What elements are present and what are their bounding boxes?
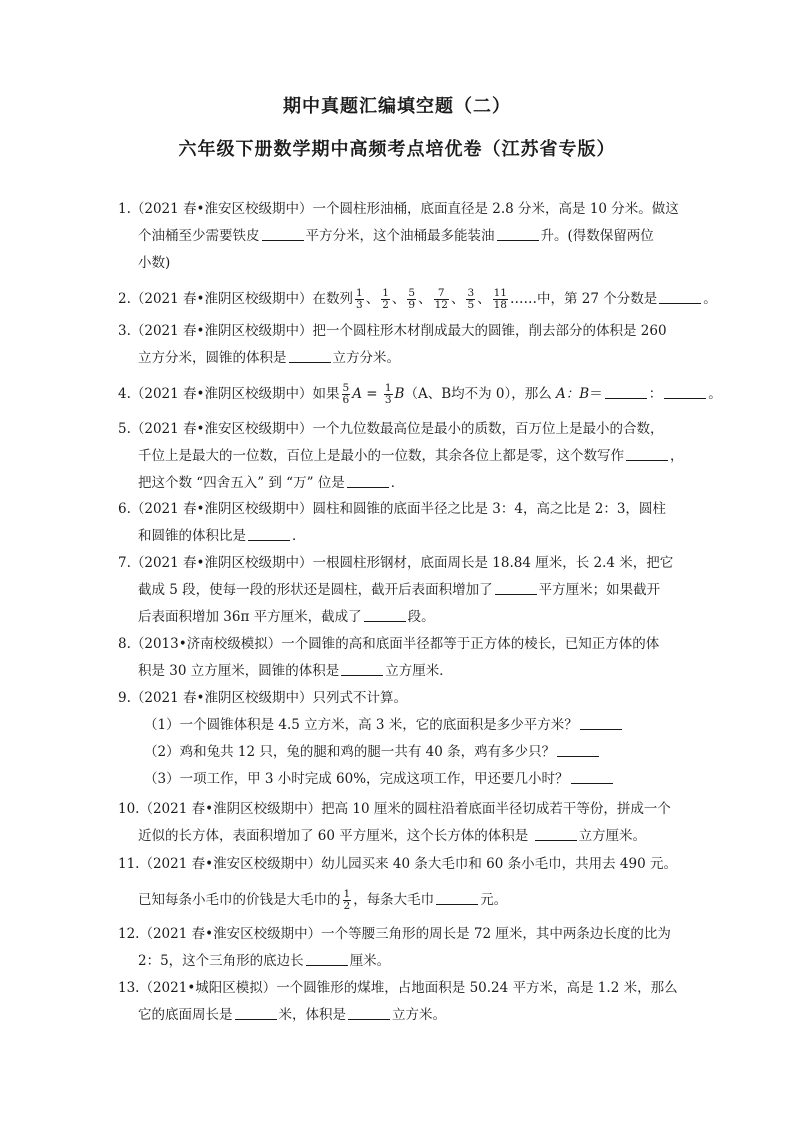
answer-blank[interactable] bbox=[497, 226, 539, 241]
page-title: 期中真题汇编填空题（二） bbox=[283, 96, 511, 117]
question-9-sub-1 bbox=[118, 712, 688, 739]
question-6-line-2 bbox=[118, 523, 688, 550]
question-7-line-2 bbox=[118, 577, 688, 604]
numerator: 11 bbox=[493, 287, 507, 299]
text: 积是 30 立方厘米，圆锥的体积是 bbox=[138, 663, 340, 679]
text: ． bbox=[292, 528, 306, 544]
denominator: 2 bbox=[382, 299, 389, 311]
text: 。 bbox=[708, 386, 722, 402]
text: 立方分米。 bbox=[332, 350, 400, 366]
question-11 bbox=[118, 851, 688, 918]
separator: 、 bbox=[418, 291, 432, 307]
fraction bbox=[342, 383, 351, 406]
question-6-line-1: 6.（2021 春•淮阴区校级期中）圆柱和圆锥的底面半径之比是 3：4，高之比是 2：3，圆柱 bbox=[118, 501, 666, 517]
question-11-line-1: 11.（2021 春•淮安区校级期中）幼儿园买来 40 条大毛巾和 60 条小毛巾，共用去 490 元。 bbox=[118, 856, 677, 872]
question-10 bbox=[118, 796, 688, 850]
question-5 bbox=[118, 416, 688, 497]
answer-blank[interactable] bbox=[289, 348, 331, 363]
text: 截成 5 段，使每一段的形状还是圆柱，截开后表面积增加了 bbox=[138, 582, 493, 598]
fraction bbox=[493, 288, 508, 311]
fraction bbox=[434, 288, 449, 311]
text: 立方厘米。 bbox=[578, 828, 647, 844]
text: ． bbox=[390, 475, 405, 491]
denominator: 18 bbox=[493, 299, 507, 311]
ratio-label: A：B bbox=[556, 386, 590, 402]
question-9-sub-3 bbox=[118, 766, 688, 793]
answer-blank[interactable] bbox=[436, 890, 478, 905]
text: （3）一项工作，甲 3 小时完成 60%，完成这项工作，甲还要几小时？ bbox=[144, 771, 569, 787]
question-5-line-1: 5.（2021 春•淮安区校级期中）一个九位数最高位是最小的质数，百万位上是最小的合数， bbox=[118, 421, 664, 437]
question-9-line-1: 9.（2021 春•淮阴区校级期中）只列式不计算。 bbox=[118, 690, 407, 706]
question-2 bbox=[118, 283, 717, 315]
question-5-line-3 bbox=[118, 470, 688, 497]
question-7-line-1: 7.（2021 春•淮阴区校级期中）一根圆柱形钢材，底面周长是 18.84 厘米，长 2.4 米，把它 bbox=[118, 555, 674, 571]
fraction bbox=[466, 288, 475, 311]
question-9-sub-2 bbox=[118, 739, 688, 766]
question-4-line-1 bbox=[118, 378, 722, 410]
answer-blank[interactable] bbox=[580, 715, 622, 730]
denominator: 3 bbox=[356, 299, 363, 311]
question-7-line-3 bbox=[118, 604, 688, 631]
text: 把这个数 “四舍五入” 到 “万” 位是 bbox=[138, 475, 345, 491]
numerator: 5 bbox=[342, 382, 350, 394]
fraction bbox=[343, 889, 352, 912]
denominator: 12 bbox=[434, 299, 448, 311]
question-12-line-1: 12.（2021 春•淮安区校级期中）一个等腰三角形的周长是 72 厘米，其中两条边长度的比为 bbox=[118, 926, 671, 942]
text: 个油桶至少需要铁皮 bbox=[138, 228, 260, 244]
text: 后表面积增加 36π 平方厘米，截成了 bbox=[138, 609, 362, 625]
text: ＝ bbox=[589, 386, 603, 402]
numerator: 7 bbox=[434, 288, 449, 300]
answer-blank[interactable] bbox=[262, 226, 304, 241]
answer-blank[interactable] bbox=[605, 384, 647, 399]
separator: 、 bbox=[391, 291, 406, 307]
numerator: 3 bbox=[467, 287, 475, 299]
variable-b: B bbox=[394, 386, 405, 402]
text: （1）一个圆锥体积是 4.5 立方米，高 3 米，它的底面积是多少平方米？ bbox=[144, 717, 578, 733]
answer-blank[interactable] bbox=[235, 1005, 277, 1020]
numerator: 1 bbox=[356, 287, 363, 299]
separator: 、 bbox=[450, 291, 465, 307]
text: = bbox=[361, 386, 382, 402]
text: ， bbox=[670, 448, 684, 464]
question-1-line-1: 1.（2021 春•淮安区校级期中）一个圆柱形油桶，底面直径是 2.8 分米，高是 10 分米。做这 bbox=[118, 201, 679, 217]
text: （2）鸡和兔共 12 只，兔的腿和鸡的腿一共有 40 条，鸡有多少只？ bbox=[144, 744, 556, 760]
question-3 bbox=[118, 318, 688, 372]
variable-a: A bbox=[352, 386, 362, 402]
text: ……中，第 27 个分数是 bbox=[510, 291, 658, 307]
question-1 bbox=[118, 196, 688, 277]
question-6 bbox=[118, 496, 688, 550]
question-5-line-2 bbox=[118, 443, 688, 470]
text: ，每条大毛巾 bbox=[353, 892, 435, 908]
question-8 bbox=[118, 631, 688, 685]
text: 立方米。 bbox=[392, 1007, 446, 1023]
text: 已知每条小毛巾的价钱是大毛巾的 bbox=[138, 892, 341, 908]
text: 它的底面周长是 bbox=[138, 1007, 233, 1023]
text: 厘米。 bbox=[349, 953, 391, 969]
question-13-line-2 bbox=[118, 1002, 688, 1029]
text: 千位上是最大的一位数，百位上是最小的一位数，其余各位上都是零，这个数写作 bbox=[138, 448, 624, 464]
text: 升。(得数保留两位 bbox=[540, 228, 654, 244]
text: 米，体积是 bbox=[278, 1007, 346, 1023]
question-7 bbox=[118, 550, 688, 631]
question-9 bbox=[118, 685, 688, 793]
answer-blank[interactable] bbox=[659, 289, 701, 304]
question-13 bbox=[118, 975, 688, 1029]
question-3-line-2 bbox=[118, 345, 688, 372]
question-10-line-1: 10.（2021 春•淮阴区校级期中）把高 10 厘米的圆柱沿着底面半径切成若干等份，拼成一个 bbox=[118, 801, 671, 817]
answer-blank[interactable] bbox=[664, 384, 706, 399]
answer-blank[interactable] bbox=[557, 742, 599, 757]
text: 。 bbox=[703, 291, 717, 307]
text: 和圆锥的体积比是 bbox=[138, 528, 246, 544]
answer-blank[interactable] bbox=[348, 1005, 390, 1020]
text: 平方厘米；如果截开 bbox=[538, 582, 661, 598]
fraction bbox=[407, 288, 416, 311]
fraction bbox=[355, 288, 364, 311]
question-8-line-2 bbox=[118, 658, 688, 685]
denominator: 9 bbox=[408, 299, 416, 311]
question-12-line-2 bbox=[118, 948, 688, 975]
separator: 、 bbox=[365, 291, 380, 307]
text: 段。 bbox=[407, 609, 435, 625]
question-13-line-1: 13.（2021•城阳区模拟）一个圆锥形的煤堆，占地面积是 50.24 平方米，高是 1.2 米，那么 bbox=[118, 980, 678, 996]
page-subtitle: 六年级下册数学期中高频考点培优卷（江苏省专版） bbox=[178, 139, 616, 160]
answer-blank[interactable] bbox=[571, 769, 613, 784]
text: （A、B均不为 0），那么 bbox=[404, 386, 557, 402]
question-1-line-3: 小数) bbox=[138, 255, 171, 271]
text: 平方分米，这个油桶最多能装油 bbox=[305, 228, 495, 244]
question-10-line-2 bbox=[118, 823, 688, 850]
numerator: 1 bbox=[384, 382, 392, 394]
numerator: 5 bbox=[408, 287, 416, 299]
answer-blank[interactable] bbox=[626, 446, 668, 461]
answer-blank[interactable] bbox=[347, 473, 389, 488]
denominator: 5 bbox=[467, 299, 475, 311]
text: 2：5，这个三角形的底边长 bbox=[138, 953, 304, 969]
text: 2.（2021 春•淮阴区校级期中）在数列 bbox=[118, 291, 353, 307]
answer-blank[interactable] bbox=[535, 826, 577, 841]
text: 元。 bbox=[480, 892, 508, 908]
question-2-line-1 bbox=[118, 283, 717, 315]
answer-blank[interactable] bbox=[306, 951, 348, 966]
text: ： bbox=[648, 386, 663, 402]
question-11-line-2 bbox=[118, 882, 688, 918]
text: 立方分米，圆锥的体积是 bbox=[138, 350, 287, 366]
question-8-line-1: 8.（2013•济南校级模拟）一个圆锥的高和底面半径都等于正方体的棱长，已知正方体的体 bbox=[118, 636, 660, 652]
question-1-line-2 bbox=[118, 223, 688, 250]
text: 立方厘米． bbox=[385, 663, 453, 679]
numerator: 1 bbox=[343, 888, 351, 900]
numerator: 1 bbox=[382, 287, 389, 299]
answer-blank[interactable] bbox=[248, 526, 290, 541]
question-12 bbox=[118, 921, 688, 975]
denominator: 2 bbox=[343, 900, 351, 912]
answer-blank[interactable] bbox=[364, 607, 406, 622]
fraction bbox=[381, 288, 390, 311]
separator: 、 bbox=[477, 291, 491, 307]
fraction bbox=[384, 383, 393, 406]
denominator: 6 bbox=[342, 394, 350, 406]
question-3-line-1: 3.（2021 春•淮阴区校级期中）把一个圆柱形木材削成最大的圆锥，削去部分的体积是 260 bbox=[118, 323, 667, 339]
text: 4.（2021 春•淮阴区校级期中）如果 bbox=[118, 386, 340, 402]
denominator: 3 bbox=[384, 394, 392, 406]
text: 近似的长方体，表面积增加了 60 平方厘米，这个长方体的体积是 bbox=[138, 828, 533, 844]
question-4 bbox=[118, 378, 722, 410]
answer-blank[interactable] bbox=[341, 661, 383, 676]
answer-blank[interactable] bbox=[495, 580, 537, 595]
